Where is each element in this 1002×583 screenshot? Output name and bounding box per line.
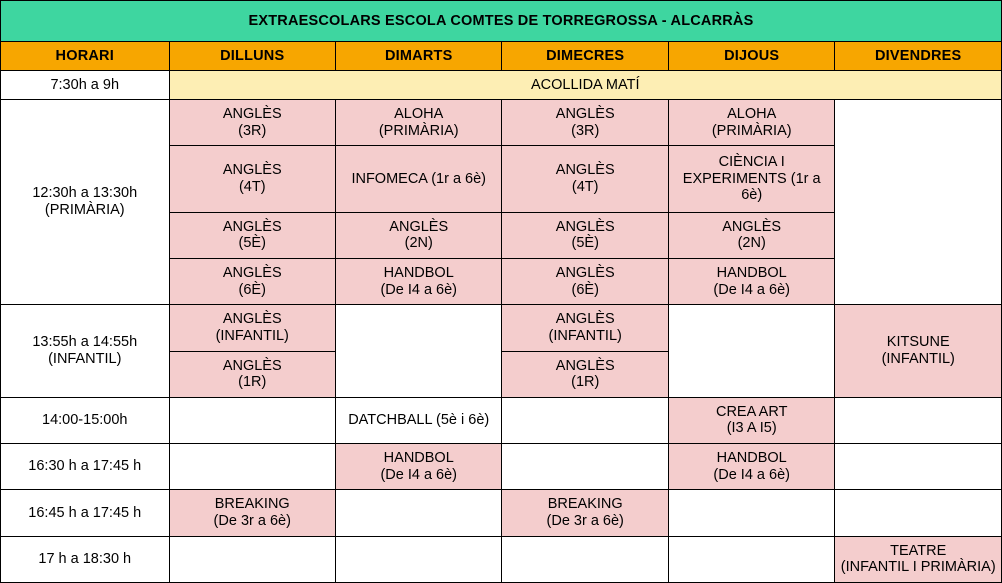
cell-tarda3-dijous — [668, 490, 834, 536]
cell-text-line1: BREAKING — [547, 496, 623, 513]
cell-text-line1: HANDBOL — [716, 264, 787, 281]
cell-text-line2: EXPERIMENTS (1r a 6è) — [682, 170, 821, 204]
time-label-tarda1: 14:00-15:00h — [1, 397, 170, 443]
cell-text-line2: (6È) — [238, 281, 266, 298]
cell-text-line2: (4T) — [238, 178, 266, 195]
cell-tarda2-dimarts — [335, 444, 501, 490]
cell-text-line1: CIÈNCIA I — [718, 153, 785, 170]
activity-acollida-mati: ACOLLIDA MATÍ — [169, 71, 1002, 100]
cell-text-line1: HANDBOL — [383, 264, 454, 281]
cell-text-line2: (De I4 a 6è) — [713, 281, 790, 298]
cell-text-line1: HANDBOL — [716, 450, 787, 467]
cell-tarda4-dimecres — [502, 536, 668, 582]
cell-infantil-dimarts-empty — [335, 305, 501, 398]
cell-text-line2: (INFANTIL) — [548, 327, 622, 344]
cell-text-line2: (De I4 a 6è) — [380, 466, 458, 483]
cell-tarda1-divendres — [835, 397, 1002, 443]
cell-tarda4-divendres — [835, 536, 1002, 582]
cell-infantil-r2-dilluns — [169, 351, 335, 397]
cell-primaria-r2-dijous — [668, 146, 834, 212]
cell-tarda3-dimarts — [335, 490, 501, 536]
cell-text-line1: INFOMECA (1r a 6è) — [351, 170, 486, 187]
cell-tarda2-dimecres — [502, 444, 668, 490]
cell-text-line1: ANGLÈS — [389, 218, 449, 235]
cell-text-line1: ANGLÈS — [555, 311, 615, 328]
cell-tarda3-dilluns — [169, 490, 335, 536]
cell-text-line1: ANGLÈS — [222, 357, 282, 374]
cell-text-line1: ALOHA — [394, 105, 444, 122]
cell-primaria-r4-dimarts — [335, 258, 501, 304]
table-row — [1, 71, 1002, 100]
cell-primaria-r1-dijous — [668, 100, 834, 146]
cell-text-line1: ANGLÈS — [222, 162, 282, 179]
cell-text-line1: ANGLÈS — [555, 357, 615, 374]
cell-primaria-r1-dimarts — [335, 100, 501, 146]
cell-text-line1: ANGLÈS — [222, 264, 282, 281]
time-label-tarda4: 17 h a 18:30 h — [1, 536, 170, 582]
cell-tarda1-dimarts — [335, 397, 501, 443]
cell-text-line2: (De 3r a 6è) — [213, 513, 291, 530]
time-label-tarda3: 16:45 h a 17:45 h — [1, 490, 170, 536]
table-row — [1, 444, 1002, 490]
cell-text-line2: (5È) — [238, 235, 266, 252]
page-title: EXTRAESCOLARS ESCOLA COMTES DE TORREGROSSA - ALCARRÀS — [1, 1, 1002, 42]
cell-text-line2: (1R) — [571, 374, 600, 391]
cell-text-line1: TEATRE — [890, 542, 947, 559]
time-label-infantil-line1: 13:55h a 14:55h — [32, 334, 138, 351]
cell-text-line2: (2N) — [737, 235, 766, 252]
cell-text-line1: KITSUNE — [886, 334, 950, 351]
column-header-dilluns: DILLUNS — [169, 42, 335, 71]
cell-text-line2: (De I4 a 6è) — [380, 281, 458, 298]
cell-primaria-r4-dimecres — [502, 258, 668, 304]
cell-tarda4-dimarts — [335, 536, 501, 582]
cell-primaria-r1-dilluns — [169, 100, 335, 146]
cell-text-line1: ANGLÈS — [555, 218, 615, 235]
cell-text-line1: HANDBOL — [383, 450, 454, 467]
column-header-divendres: DIVENDRES — [835, 42, 1002, 71]
cell-text-line1: ANGLÈS — [222, 105, 282, 122]
cell-text-line1: CREA ART — [715, 403, 788, 420]
table-row — [1, 397, 1002, 443]
cell-text-line2: (I3 A I5) — [726, 420, 777, 437]
cell-infantil-r1-dimecres — [502, 305, 668, 351]
cell-text-line1: ANGLÈS — [222, 218, 282, 235]
cell-text-line2: (1R) — [238, 374, 267, 391]
cell-tarda2-dijous — [668, 444, 834, 490]
cell-text-line2: (3R) — [571, 122, 600, 139]
cell-tarda4-dilluns — [169, 536, 335, 582]
cell-tarda1-dilluns — [169, 397, 335, 443]
table-row — [1, 490, 1002, 536]
cell-infantil-dijous-empty — [668, 305, 834, 398]
cell-text-line1: ANGLÈS — [555, 264, 615, 281]
cell-infantil-r1-dilluns — [169, 305, 335, 351]
cell-infantil-divendres-kitsune — [835, 305, 1002, 398]
time-label-primaria — [1, 100, 170, 305]
cell-text-line2: (INFANTIL) — [881, 351, 955, 368]
cell-text-line2: (5È) — [571, 235, 599, 252]
cell-tarda2-divendres — [835, 444, 1002, 490]
time-label-primaria-line2: (PRIMÀRIA) — [44, 202, 125, 219]
cell-text-line2: (De 3r a 6è) — [546, 513, 624, 530]
cell-text-line1: BREAKING — [214, 496, 290, 513]
cell-primaria-divendres-empty — [835, 100, 1002, 305]
column-header-horari: HORARI — [1, 42, 170, 71]
time-label-tarda2: 16:30 h a 17:45 h — [1, 444, 170, 490]
cell-text-line1: ANGLÈS — [555, 162, 615, 179]
table-row — [1, 305, 1002, 351]
cell-text-line1: ANGLÈS — [222, 311, 282, 328]
cell-text-line2: (4T) — [571, 178, 599, 195]
cell-text-line2: (INFANTIL I PRIMÀRIA) — [840, 559, 996, 576]
cell-tarda3-dimecres — [502, 490, 668, 536]
cell-primaria-r2-dilluns — [169, 146, 335, 212]
cell-tarda1-dimecres — [502, 397, 668, 443]
header-row — [1, 42, 1002, 71]
time-label-infantil — [1, 305, 170, 398]
time-label-primaria-line1: 12:30h a 13:30h — [32, 185, 138, 202]
column-header-dimarts: DIMARTS — [335, 42, 501, 71]
cell-primaria-r4-dijous — [668, 258, 834, 304]
cell-text-line2: (2N) — [404, 235, 433, 252]
cell-primaria-r1-dimecres — [502, 100, 668, 146]
cell-text-line2: (PRIMÀRIA) — [378, 122, 459, 139]
cell-text-line2: (6È) — [571, 281, 599, 298]
cell-tarda1-dijous — [668, 397, 834, 443]
time-label-acollida: 7:30h a 9h — [1, 71, 170, 100]
cell-text-line1: ALOHA — [727, 105, 777, 122]
cell-text-line2: (De I4 a 6è) — [713, 466, 790, 483]
cell-primaria-r4-dilluns — [169, 258, 335, 304]
cell-text-line1: DATCHBALL (5è i 6è) — [348, 412, 490, 429]
cell-primaria-r3-dimecres — [502, 212, 668, 258]
cell-text-line1: ANGLÈS — [555, 105, 615, 122]
cell-text-line2: (PRIMÀRIA) — [711, 122, 792, 139]
cell-text-line2: (INFANTIL) — [215, 327, 289, 344]
cell-primaria-r2-dimarts — [335, 146, 501, 212]
cell-primaria-r3-dimarts — [335, 212, 501, 258]
cell-infantil-r2-dimecres — [502, 351, 668, 397]
cell-tarda3-divendres — [835, 490, 1002, 536]
cell-primaria-r3-dilluns — [169, 212, 335, 258]
column-header-dimecres: DIMECRES — [502, 42, 668, 71]
table-row — [1, 536, 1002, 582]
cell-tarda4-dijous — [668, 536, 834, 582]
cell-primaria-r3-dijous — [668, 212, 834, 258]
cell-text-line2: (3R) — [238, 122, 267, 139]
cell-tarda2-dilluns — [169, 444, 335, 490]
title-row — [1, 1, 1002, 42]
cell-text-line1: ANGLÈS — [722, 218, 782, 235]
column-header-dijous: DIJOUS — [668, 42, 834, 71]
table-row — [1, 100, 1002, 146]
cell-primaria-r2-dimecres — [502, 146, 668, 212]
time-label-infantil-line2: (INFANTIL) — [48, 351, 122, 368]
